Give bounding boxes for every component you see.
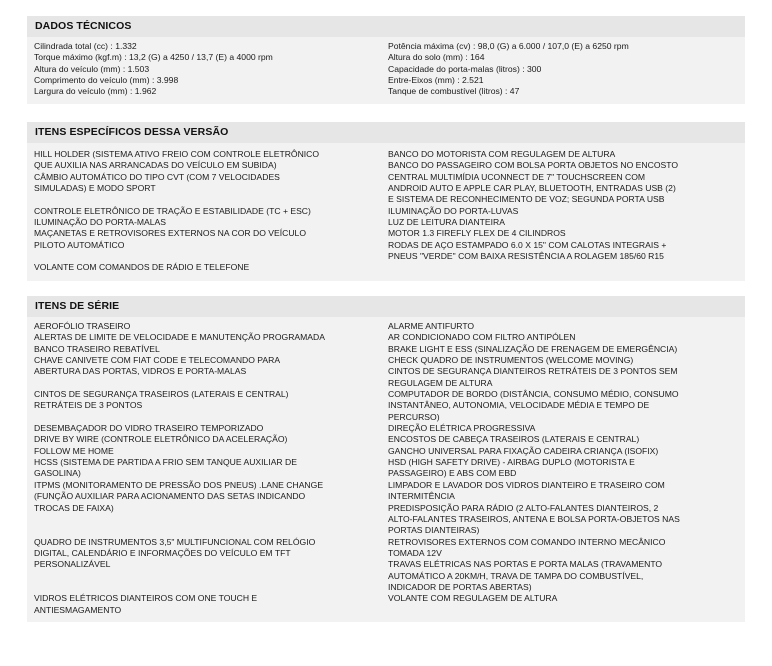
tech-right-column <box>386 41 745 98</box>
spec-line: Torque máximo (kgf.m) : 13,2 (G) a 4250 / 13,7 (E) a 4000 rpm <box>34 52 273 63</box>
item-row <box>27 344 745 355</box>
item-row <box>27 172 745 206</box>
standard-items-body <box>27 317 745 622</box>
item-right: RETROVISORES EXTERNOS COM COMANDO INTERNO MECÂNICO TOMADA 12V TRAVAS ELÉTRICAS NAS PORTAS E PORTA MALAS (TRAVAMENTO AUTOMÁTICO A 20KM/H, TRAVA DE TAMPA DO COMBUSTÍVEL, INDICADOR DE PORTAS ABERTAS) <box>388 536 666 592</box>
spec-line: Altura do solo (mm) : 164 <box>388 52 485 63</box>
item-left: ITPMS (MONITORAMENTO DE PRESSÃO DOS PNEUS) .LANE CHANGE (FUNÇÃO AUXILIAR PARA ACIONAMENTO DAS SETAS INDICANDO TROCAS DE FAIXA) <box>34 479 324 513</box>
item-right: LIMPADOR E LAVADOR DOS VIDROS DIANTEIRO E TRASEIRO COM INTERMITÊNCIA PREDISPOSIÇÃO PARA RÁDIO (2 ALTO-FALANTES DIANTEIROS, 2 ALTO-FALANTES TRASEIROS, ANTENA E BOLSA PORTA-OBJETOS NAS PORTAS DIANTEIRAS) <box>388 479 680 536</box>
item-left: QUADRO DE INSTRUMENTOS 3,5" MULTIFUNCIONAL COM RELÓGIO DIGITAL, CALENDÁRIO E INFORMAÇÕES DO VEÍCULO EM TFT PERSONALIZÁVEL <box>34 536 316 570</box>
item-left: CONTROLE ELETRÔNICO DE TRAÇÃO E ESTABILIDADE (TC + ESC) <box>34 205 311 216</box>
item-row <box>27 537 745 594</box>
item-row <box>27 434 745 445</box>
item-row <box>27 593 745 616</box>
tech-left-column <box>27 41 386 98</box>
item-left: DESEMBAÇADOR DO VIDRO TRASEIRO TEMPORIZADO <box>34 423 264 434</box>
item-right: COMPUTADOR DE BORDO (DISTÂNCIA, CONSUMO MÉDIO, CONSUMO INSTANTÂNEO, AUTONOMIA, VELOCIDADE MÉDIA E TEMPO DE PERCURSO) <box>388 389 679 422</box>
item-left: PILOTO AUTOMÁTICO <box>34 239 125 250</box>
item-right: LUZ DE LEITURA DIANTEIRA <box>388 217 505 228</box>
standard-items-title: ITENS DE SÉRIE <box>27 296 745 317</box>
spec-line: Comprimento do veículo (mm) : 3.998 <box>34 75 179 86</box>
spec-line: Potência máxima (cv) : 98,0 (G) a 6.000 / 107,0 (E) a 6250 rpm <box>388 41 629 51</box>
item-right: MOTOR 1.3 FIREFLY FLEX DE 4 CILINDROS <box>388 228 566 239</box>
item-left: ILUMINAÇÃO DO PORTA-MALAS <box>34 217 166 228</box>
tech-section-body <box>27 37 745 104</box>
spec-line: Entre-Eixos (mm) : 2.521 <box>388 75 484 86</box>
item-right: ALARME ANTIFURTO <box>388 321 475 331</box>
item-right: DIREÇÃO ELÉTRICA PROGRESSIVA <box>388 423 536 434</box>
item-right: GANCHO UNIVERSAL PARA FIXAÇÃO CADEIRA CRIANÇA (ISOFIX) <box>388 445 659 456</box>
spec-line: Capacidade do porta-malas (litros) : 300 <box>388 63 542 74</box>
item-right: HSD (HIGH SAFETY DRIVE) - AIRBAG DUPLO (MOTORISTA E PASSAGEIRO) E ABS COM EBD <box>388 457 635 479</box>
item-row <box>27 389 745 423</box>
item-row <box>27 457 745 480</box>
version-items-title: ITENS ESPECÍFICOS DESSA VERSÃO <box>27 122 745 143</box>
item-row <box>27 206 745 217</box>
tech-section <box>27 16 745 104</box>
version-items-list <box>27 149 745 274</box>
spec-line: Tanque de combustível (litros) : 47 <box>388 86 520 97</box>
spec-line: Cilindrada total (cc) : 1.332 <box>34 41 137 51</box>
item-left: BANCO TRASEIRO REBATÍVEL <box>34 343 160 354</box>
item-left: MAÇANETAS E RETROVISORES EXTERNOS NA COR DO VEÍCULO <box>34 228 307 239</box>
item-row <box>27 321 745 332</box>
item-right: VOLANTE COM REGULAGEM DE ALTURA <box>388 593 558 604</box>
item-left: ALERTAS DE LIMITE DE VELOCIDADE E MANUTENÇÃO PROGRAMADA <box>34 332 325 343</box>
item-left: FOLLOW ME HOME <box>34 445 114 456</box>
item-right: CHECK QUADRO DE INSTRUMENTOS (WELCOME MOVING) CINTOS DE SEGURANÇA DIANTEIROS RETRÁTEIS DE 3 PONTOS SEM REGULAGEM DE ALTURA <box>388 355 678 388</box>
item-right: ENCOSTOS DE CABEÇA TRASEIROS (LATERAIS E CENTRAL) <box>388 434 640 445</box>
item-row <box>27 355 745 389</box>
item-right: AR CONDICIONADO COM FILTRO ANTIPÓLEN <box>388 332 576 343</box>
tech-section-title: DADOS TÉCNICOS <box>27 16 745 37</box>
spec-line: Largura do veículo (mm) : 1.962 <box>34 86 157 97</box>
item-left: CÂMBIO AUTOMÁTICO DO TIPO CVT (COM 7 VELOCIDADES SIMULADAS) E MODO SPORT <box>34 171 280 194</box>
item-row <box>27 446 745 457</box>
spec-line: Altura do veículo (mm) : 1.503 <box>34 63 150 74</box>
item-left: VIDROS ELÉTRICOS DIANTEIROS COM ONE TOUCH E ANTIESMAGAMENTO <box>34 593 258 615</box>
item-row <box>27 240 745 263</box>
item-right: CENTRAL MULTIMÍDIA UCONNECT DE 7" TOUCHSCREEN COM ANDROID AUTO E APPLE CAR PLAY, BLUETOOTH, ENTRADAS USB (2) E SISTEMA DE RECONHECIMENTO DE VOZ; SEGUNDA PORTA USB <box>388 171 676 205</box>
item-right: BANCO DO MOTORISTA COM REGULAGEM DE ALTURA BANCO DO PASSAGEIRO COM BOLSA PORTA OBJETOS NO ENCOSTO <box>388 149 679 171</box>
item-row <box>27 262 745 273</box>
item-right: BRAKE LIGHT E ESS (SINALIZAÇÃO DE FRENAGEM DE EMERGÊNCIA) <box>388 343 678 354</box>
standard-items-list <box>27 321 745 616</box>
item-row <box>27 149 745 172</box>
item-left: HCSS (SISTEMA DE PARTIDA A FRIO SEM TANQUE AUXILIAR DE GASOLINA) <box>34 457 297 479</box>
item-row <box>27 217 745 228</box>
item-row <box>27 423 745 434</box>
item-left: VOLANTE COM COMANDOS DE RÁDIO E TELEFONE <box>34 262 250 273</box>
version-items-body <box>27 143 745 281</box>
item-row <box>27 480 745 537</box>
item-left: DRIVE BY WIRE (CONTROLE ELETRÔNICO DA ACELERAÇÃO) <box>34 434 288 445</box>
item-left: AEROFÓLIO TRASEIRO <box>34 321 131 331</box>
standard-items-section <box>27 296 745 622</box>
item-left: HILL HOLDER (SISTEMA ATIVO FREIO COM CONTROLE ELETRÔNICO QUE AUXILIA NAS ARRANCADAS DO VEÍCULO EM SUBIDA) <box>34 149 320 171</box>
item-row <box>27 228 745 239</box>
item-left: CHAVE CANIVETE COM FIAT CODE E TELECOMANDO PARA ABERTURA DAS PORTAS, VIDROS E PORTA-MALAS <box>34 355 281 377</box>
item-right: RODAS DE AÇO ESTAMPADO 6.0 X 15" COM CALOTAS INTEGRAIS + PNEUS "VERDE" COM BAIXA RESISTÊNCIA A ROLAGEM 185/60 R15 <box>388 239 667 262</box>
item-right <box>386 262 745 273</box>
item-row <box>27 332 745 343</box>
item-right: ILUMINAÇÃO DO PORTA-LUVAS <box>388 205 519 216</box>
version-items-section <box>27 122 745 281</box>
item-left: CINTOS DE SEGURANÇA TRASEIROS (LATERAIS E CENTRAL) RETRÁTEIS DE 3 PONTOS <box>34 389 289 411</box>
